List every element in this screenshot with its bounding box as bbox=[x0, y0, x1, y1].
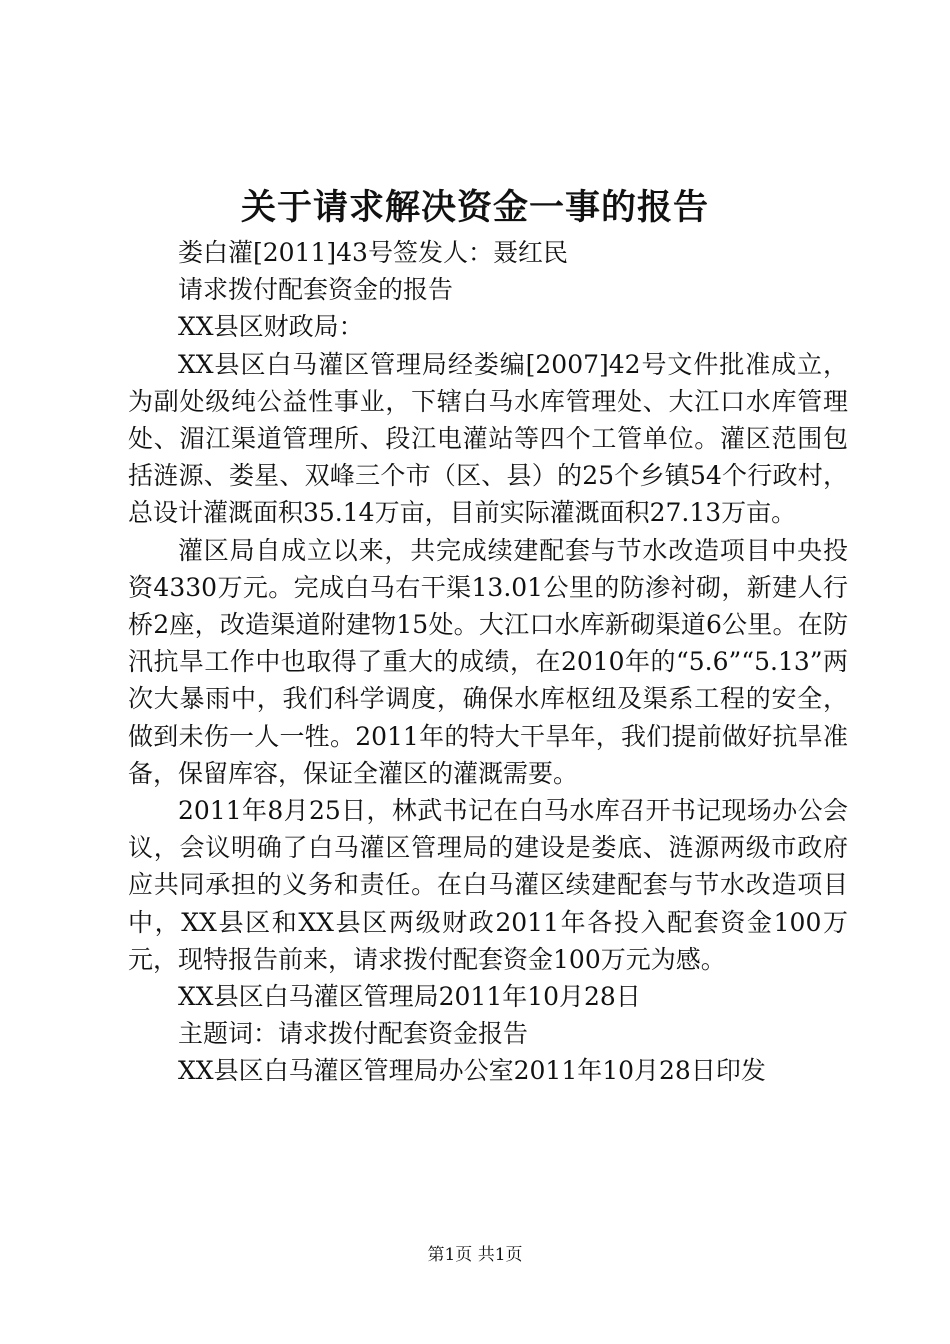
body-paragraph-1: XX县区白马灌区管理局经娄编[2007]42号文件批准成立，为副处级纯公益性事业，下辖白马水库管理处、大江口水库管理处、湄江渠道管理所、段江电灌站等四个工管单位。灌区范围包括涟源、娄星、双峰三个市（区、县）的25个乡镇54个行政村，总设计灌溉面积35.14万亩，目前实际灌溉面积27.13万亩。 bbox=[128, 349, 848, 528]
body-paragraph-3: 2011年8月25日，林武书记在白马水库召开书记现场办公会议，会议明确了白马灌区管理局的建设是娄底、涟源两级市政府应共同承担的义务和责任。在白马灌区续建配套与节水改造项目中，XX县区和XX县区两级财政2011年各投入配套资金100万元，现特报告前来，请求拨付配套资金100万元为感。 bbox=[128, 796, 848, 974]
keywords-line: 主题词：请求拨付配套资金报告 bbox=[178, 1019, 529, 1049]
recipient-line: XX县区财政局： bbox=[178, 312, 364, 342]
signature-line: XX县区白马灌区管理局2011年10月28日 bbox=[178, 982, 641, 1012]
document-subtitle: 请求拨付配套资金的报告 bbox=[178, 275, 454, 305]
doc-number-line: 娄白灌[2011]43号签发人：聂红民 bbox=[178, 238, 568, 267]
body-paragraph-2: 灌区局自成立以来，共完成续建配套与节水改造项目中央投资4330万元。完成白马右干渠13.01公里的防渗衬砌，新建人行桥2座，改造渠道附建物15处。大江口水库新砌渠道6公里。在防汛抗旱工作中也取得了重大的成绩，在2010年的“5.6”“5.13”两次大暴雨中，我们科学调度，确保水库枢纽及渠系工程的安全，做到未伤一人一牲。2011年的特大干旱年，我们提前做好抗旱准备，保留库容，保证全灌区的灌溉需要。 bbox=[128, 535, 848, 788]
page-number-footer: 第1页 共1页 bbox=[427, 1245, 523, 1265]
issued-by-line: XX县区白马灌区管理局办公室2011年10月28日印发 bbox=[178, 1056, 766, 1086]
document-title: 关于请求解决资金一事的报告 bbox=[240, 187, 709, 228]
document-body bbox=[128, 234, 848, 1090]
